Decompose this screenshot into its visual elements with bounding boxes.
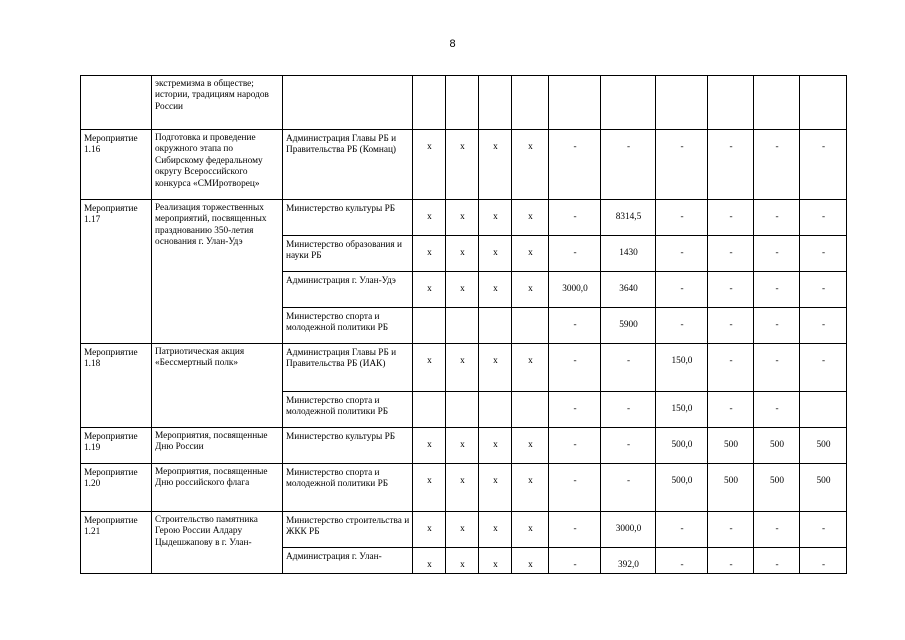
event-name-cell: Мероприятия, посвященные Дню России	[152, 428, 283, 464]
value-cell: х	[479, 428, 512, 464]
responsible-org-cell: Администрация Главы РБ и Правительства РБ (Комнац)	[283, 130, 413, 200]
value-cell	[479, 308, 512, 344]
responsible-org-cell: Администрация г. Улан-	[283, 548, 413, 574]
value-cell: х	[512, 344, 549, 392]
value-cell: 500,0	[656, 428, 708, 464]
value-cell: -	[549, 392, 601, 428]
event-id-cell: Мероприятие 1.20	[81, 464, 152, 512]
value-cell: 500	[754, 464, 800, 512]
value-cell	[708, 76, 754, 130]
value-cell: х	[413, 200, 446, 236]
value-cell: -	[549, 512, 601, 548]
value-cell	[413, 76, 446, 130]
table-body	[81, 76, 847, 574]
value-cell: -	[754, 548, 800, 574]
event-id-cell: Мероприятие 1.17	[81, 200, 152, 344]
value-cell: -	[754, 200, 800, 236]
value-cell: х	[479, 130, 512, 200]
value-cell	[512, 308, 549, 344]
responsible-org-cell: Министерство спорта и молодежной политики РБ	[283, 308, 413, 344]
value-cell	[479, 392, 512, 428]
table-row	[81, 130, 847, 200]
event-id-cell: Мероприятие 1.16	[81, 130, 152, 200]
value-cell: -	[800, 308, 847, 344]
event-name-cell: Строительство памятника Герою России Алдару Цыдешжапову в г. Улан-	[152, 512, 283, 574]
value-cell: -	[656, 548, 708, 574]
value-cell: 500	[708, 464, 754, 512]
value-cell: -	[549, 236, 601, 272]
value-cell: 3640	[601, 272, 656, 308]
value-cell: -	[656, 308, 708, 344]
value-cell: 8314,5	[601, 200, 656, 236]
event-id-cell: Мероприятие 1.19	[81, 428, 152, 464]
value-cell: 500	[800, 464, 847, 512]
value-cell	[754, 76, 800, 130]
value-cell	[413, 308, 446, 344]
value-cell: х	[479, 236, 512, 272]
value-cell: 5900	[601, 308, 656, 344]
value-cell	[512, 76, 549, 130]
value-cell: -	[549, 308, 601, 344]
value-cell: х	[446, 464, 479, 512]
value-cell: х	[512, 428, 549, 464]
value-cell: х	[479, 512, 512, 548]
value-cell: -	[754, 308, 800, 344]
responsible-org-cell: Министерство образования и науки РБ	[283, 236, 413, 272]
value-cell: х	[413, 548, 446, 574]
value-cell: 3000,0	[549, 272, 601, 308]
value-cell	[446, 392, 479, 428]
responsible-org-cell: Министерство спорта и молодежной политики РБ	[283, 392, 413, 428]
event-name-cell: Патриотическая акция «Бессмертный полк»	[152, 344, 283, 428]
value-cell: -	[549, 344, 601, 392]
value-cell	[656, 76, 708, 130]
table-row	[81, 428, 847, 464]
value-cell: х	[512, 236, 549, 272]
value-cell: 150,0	[656, 392, 708, 428]
value-cell: -	[708, 512, 754, 548]
value-cell: -	[708, 308, 754, 344]
value-cell: х	[413, 130, 446, 200]
value-cell: х	[413, 236, 446, 272]
value-cell: х	[413, 464, 446, 512]
value-cell: 500,0	[656, 464, 708, 512]
value-cell: -	[601, 344, 656, 392]
value-cell: -	[549, 130, 601, 200]
value-cell: -	[601, 428, 656, 464]
value-cell: -	[708, 272, 754, 308]
value-cell: -	[549, 464, 601, 512]
event-name-cell: экстремизма в обществе; истории, традициям народов России	[152, 76, 283, 130]
value-cell: х	[512, 512, 549, 548]
value-cell: х	[479, 272, 512, 308]
value-cell: -	[754, 392, 800, 428]
event-name-cell: Мероприятия, посвященные Дню российского флага	[152, 464, 283, 512]
value-cell: -	[656, 512, 708, 548]
value-cell	[479, 76, 512, 130]
value-cell: 500	[800, 428, 847, 464]
value-cell	[800, 392, 847, 428]
table-row	[81, 76, 847, 130]
value-cell: -	[708, 344, 754, 392]
value-cell: х	[512, 548, 549, 574]
value-cell: -	[754, 236, 800, 272]
value-cell: х	[446, 428, 479, 464]
value-cell: х	[446, 344, 479, 392]
value-cell: -	[800, 272, 847, 308]
value-cell: -	[601, 392, 656, 428]
value-cell: -	[549, 200, 601, 236]
budget-table	[80, 75, 847, 574]
value-cell: -	[708, 236, 754, 272]
value-cell: 500	[708, 428, 754, 464]
value-cell: х	[512, 200, 549, 236]
value-cell: х	[446, 200, 479, 236]
value-cell: -	[708, 548, 754, 574]
value-cell: -	[601, 464, 656, 512]
value-cell: х	[479, 464, 512, 512]
value-cell: -	[800, 236, 847, 272]
value-cell: -	[754, 512, 800, 548]
value-cell: -	[656, 236, 708, 272]
value-cell: -	[601, 130, 656, 200]
value-cell	[800, 76, 847, 130]
value-cell: х	[446, 548, 479, 574]
value-cell: -	[754, 344, 800, 392]
value-cell	[413, 392, 446, 428]
value-cell: -	[708, 200, 754, 236]
value-cell	[446, 308, 479, 344]
value-cell: -	[708, 130, 754, 200]
table-row	[81, 200, 847, 236]
value-cell: х	[479, 344, 512, 392]
value-cell: х	[479, 548, 512, 574]
responsible-org-cell: Министерство спорта и молодежной политики РБ	[283, 464, 413, 512]
value-cell: 392,0	[601, 548, 656, 574]
value-cell: 3000,0	[601, 512, 656, 548]
value-cell: 150,0	[656, 344, 708, 392]
value-cell	[446, 76, 479, 130]
page-number: 8	[449, 38, 456, 50]
value-cell: -	[800, 548, 847, 574]
event-id-cell: Мероприятие 1.18	[81, 344, 152, 428]
value-cell: х	[413, 428, 446, 464]
event-id-cell: Мероприятие 1.21	[81, 512, 152, 574]
value-cell: -	[800, 130, 847, 200]
value-cell: -	[754, 272, 800, 308]
value-cell	[512, 392, 549, 428]
value-cell: х	[413, 272, 446, 308]
value-cell: х	[446, 272, 479, 308]
responsible-org-cell: Министерство культуры РБ	[283, 428, 413, 464]
value-cell: х	[512, 272, 549, 308]
event-id-cell	[81, 76, 152, 130]
responsible-org-cell: Министерство строительства и ЖКК РБ	[283, 512, 413, 548]
value-cell: 1430	[601, 236, 656, 272]
value-cell: -	[754, 130, 800, 200]
responsible-org-cell	[283, 76, 413, 130]
value-cell	[601, 76, 656, 130]
value-cell: х	[512, 464, 549, 512]
value-cell: х	[446, 512, 479, 548]
value-cell	[549, 76, 601, 130]
responsible-org-cell: Министерство культуры РБ	[283, 200, 413, 236]
value-cell: -	[656, 200, 708, 236]
value-cell: х	[479, 200, 512, 236]
value-cell: -	[549, 428, 601, 464]
value-cell: 500	[754, 428, 800, 464]
responsible-org-cell: Администрация г. Улан-Удэ	[283, 272, 413, 308]
value-cell: -	[708, 392, 754, 428]
value-cell: х	[413, 344, 446, 392]
value-cell: х	[413, 512, 446, 548]
value-cell: х	[512, 130, 549, 200]
event-name-cell: Подготовка и проведение окружного этапа по Сибирскому федеральному округу Всероссийского конкурса «СМИротворец»	[152, 130, 283, 200]
value-cell: -	[800, 344, 847, 392]
value-cell: -	[656, 130, 708, 200]
value-cell: -	[800, 200, 847, 236]
responsible-org-cell: Администрация Главы РБ и Правительства РБ (ИАК)	[283, 344, 413, 392]
value-cell: -	[800, 512, 847, 548]
table-row	[81, 344, 847, 392]
table-row	[81, 464, 847, 512]
value-cell: х	[446, 236, 479, 272]
value-cell: -	[549, 548, 601, 574]
event-name-cell: Реализация торжественных мероприятий, посвященных празднованию 350-летия основания г. Улан-Удэ	[152, 200, 283, 344]
value-cell: х	[446, 130, 479, 200]
table-row	[81, 512, 847, 548]
value-cell: -	[656, 272, 708, 308]
